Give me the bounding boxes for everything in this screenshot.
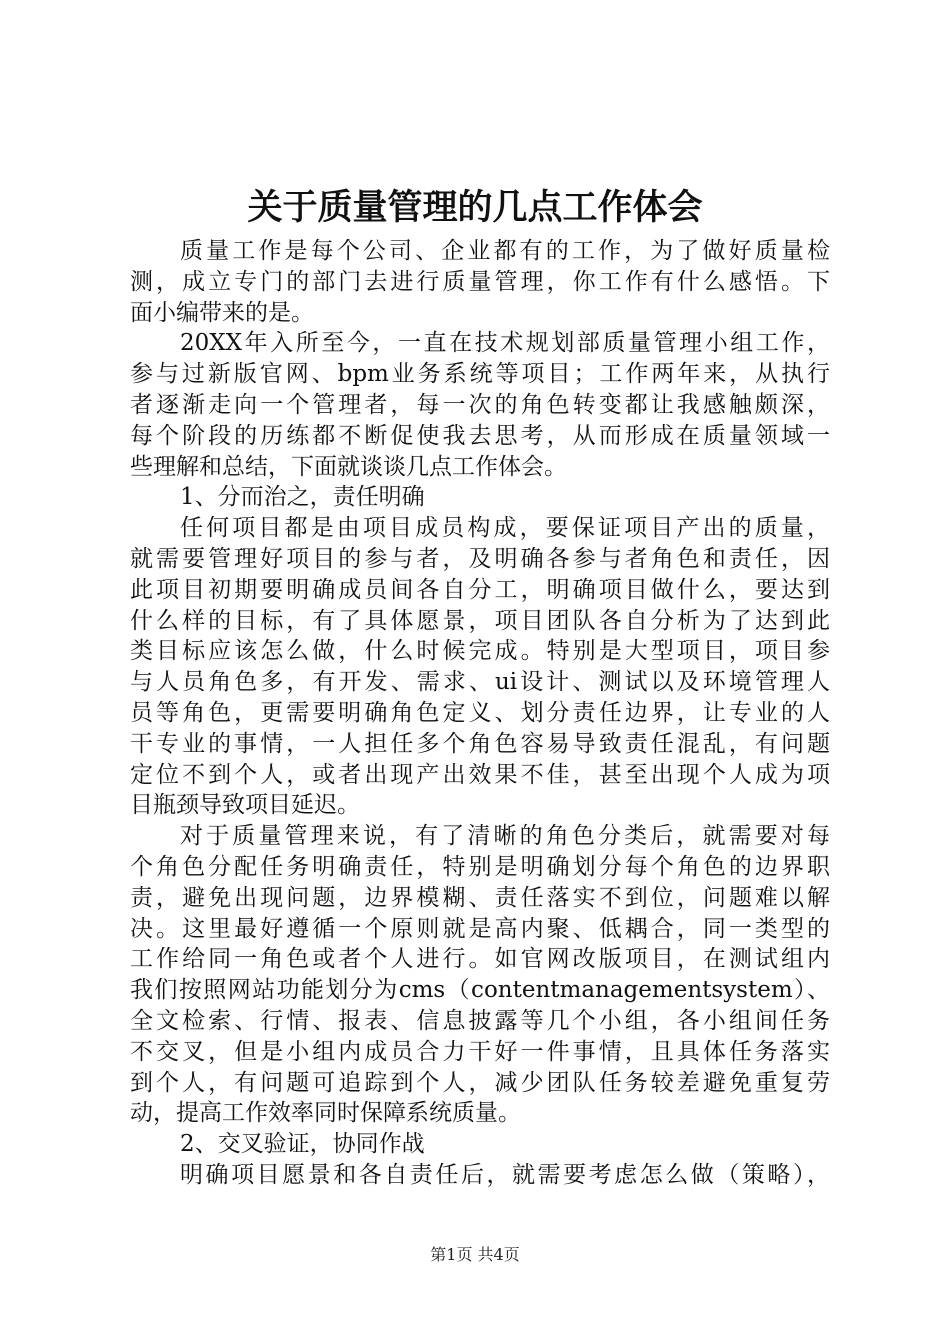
text-line: 者逐渐走向一个管理者，每一次的角色转变都让我感触颇深， [130, 391, 830, 418]
text-line: 员等角色，更需要明确角色定义、划分责任边界，让专业的人 [130, 699, 830, 726]
text-line: 全文检索、行情、报表、信息披露等几个小组，各小组间任务 [130, 1007, 830, 1034]
text-line: 不交叉，但是小组内成员合力干好一件事情，且具体任务落实 [130, 1038, 830, 1065]
text-line: 决。这里最好遵循一个原则就是高内聚、低耦合，同一类型的 [130, 915, 830, 942]
text-line: 动，提高工作效率同时保障系统质量。 [130, 1100, 521, 1127]
text-line: 类目标应该怎么做，什么时候完成。特别是大型项目，项目参 [130, 638, 830, 665]
text-line: 面小编带来的是。 [130, 299, 314, 326]
text-line: 目瓶颈导致项目延迟。 [130, 792, 360, 819]
text-line: 2、交叉验证，协同作战 [180, 1131, 425, 1158]
text-line: 我们按照网站功能划分为cms（contentmanagementsystem）、 [130, 977, 830, 1004]
text-line: 责，避免出现问题，边界模糊、责任落实不到位，问题难以解 [130, 884, 830, 911]
text-line: 与人员角色多，有开发、需求、ui设计、测试以及环境管理人 [130, 669, 830, 696]
text-line: 个角色分配任务明确责任，特别是明确划分每个角色的边界职 [130, 853, 830, 880]
text-line: 参与过新版官网、bpm业务系统等项目；工作两年来，从执行 [130, 361, 830, 388]
text-line: 就需要管理好项目的参与者，及明确各参与者角色和责任，因 [130, 545, 830, 572]
document-title: 关于质量管理的几点工作体会 [247, 188, 703, 228]
text-line: 干专业的事情，一人担任多个角色容易导致责任混乱，有问题 [130, 730, 830, 757]
text-line: 每个阶段的历练都不断促使我去思考，从而形成在质量领域一 [130, 422, 830, 449]
text-line: 此项目初期要明确成员间各自分工，明确项目做什么，要达到 [130, 576, 830, 603]
text-line: 什么样的目标，有了具体愿景，项目团队各自分析为了达到此 [130, 607, 830, 634]
text-line: 任何项目都是由项目成员构成，要保证项目产出的质量， [180, 515, 830, 542]
page-footer: 第1页 共4页 [430, 1245, 520, 1264]
text-line: 到个人，有问题可追踪到个人，减少团队任务较差避免重复劳 [130, 1069, 830, 1096]
text-line: 定位不到个人，或者出现产出效果不佳，甚至出现个人成为项 [130, 761, 830, 788]
text-line: 质量工作是每个公司、企业都有的工作，为了做好质量检 [180, 238, 830, 264]
text-line: 些理解和总结，下面就谈谈几点工作体会。 [130, 453, 567, 480]
document-body [130, 236, 830, 1191]
text-line: 明确项目愿景和各自责任后，就需要考虑怎么做（策略）， [180, 1161, 830, 1188]
text-line: 对于质量管理来说，有了清晰的角色分类后，就需要对每 [180, 823, 830, 850]
text-line: 测，成立专门的部门去进行质量管理，你工作有什么感悟。下 [130, 268, 830, 295]
text-line: 1、分而治之，责任明确 [180, 484, 425, 511]
text-line: 20XX年入所至今，一直在技术规划部质量管理小组工作， [180, 330, 830, 357]
text-line: 工作给同一角色或者个人进行。如官网改版项目，在测试组内 [130, 946, 830, 973]
